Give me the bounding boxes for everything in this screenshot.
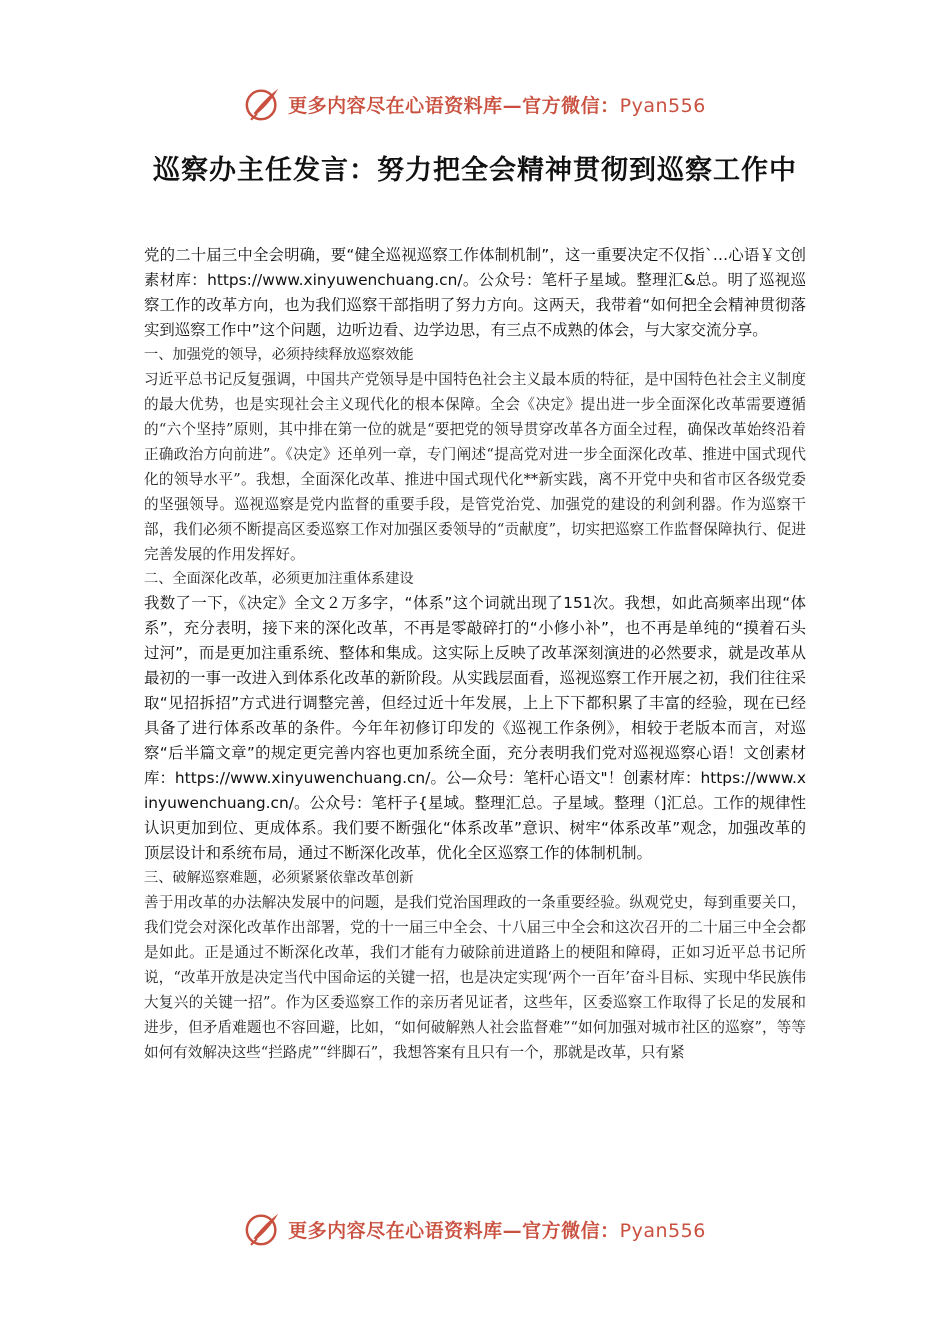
watermark-banner-bottom <box>0 1207 950 1251</box>
section-heading-2: 二、全面深化改革，必须更加注重体系建设 <box>144 571 414 587</box>
watermark-text <box>288 91 706 118</box>
watermark-handle: Pyan556 <box>619 1219 706 1242</box>
article-body <box>144 243 806 1188</box>
paragraph-section-3: 善于用改革的办法解决发展中的问题，是我们党治国理政的一条重要经验。纵观党史，每到重要关口，我们党会对深化改革作出部署，党的十一届三中全会、十八届三中全会和这次召开的二十届三中全会都是如此。正是通过不断深化改革，我们才能有力破除前进道路上的梗阻和障碍，正如习近平总书记所说，“改革开放是决定当代中国命运的关键一招，也是决定实现‘两个一百年’奋斗目标、实现中华民族伟大复兴的关键一招”。作为区委巡察工作的亲历者见证者，这些年，区委巡察工作取得了长足的发展和进步，但矛盾难题也不容回避，比如，“如何破解熟人社会监督难”“如何加强对城市社区的巡察”，等等如何有效解决这些“拦路虎”“绊脚石”，我想答案有且只有一个，那就是改革，只有紧 <box>144 894 806 1061</box>
section-heading-1: 一、加强党的领导，必须持续释放巡察效能 <box>144 347 414 363</box>
quill-logo-icon <box>244 85 282 123</box>
paragraph-intro: 党的二十届三中全会明确，要“健全巡视巡察工作体制机制”，这一重要决定不仅指`…心语￥文创素材库：https://www.xinyuwenchuang.cn/。公众号：笔杆子星域。整理汇&总。明了巡视巡察工作的改革方向，也为我们巡察干部指明了努力方向。这两天，我带着“如何把全会精神贯彻落实到巡察工作中”这个问题，边听边看、边学边思，有三点不成熟的体会，与大家交流分享。 <box>144 246 806 339</box>
watermark-label: 更多内容尽在心语资料库—官方微信： <box>288 1219 620 1242</box>
watermark-handle: Pyan556 <box>619 94 706 117</box>
watermark-label: 更多内容尽在心语资料库—官方微信： <box>288 94 620 117</box>
watermark-text <box>288 1216 706 1243</box>
quill-logo-icon <box>244 1210 282 1248</box>
section-heading-3: 三、破解巡察难题，必须紧紧依靠改革创新 <box>144 870 414 886</box>
page-title: 巡察办主任发言：努力把全会精神贯彻到巡察工作中 <box>153 155 797 186</box>
paragraph-section-2: 我数了一下，《决定》全文２万多字，“体系”这个词就出现了151次。我想，如此高频率出现“体系”，充分表明，接下来的深化改革，不再是零敲碎打的“小修小补”，也不再是单纯的“摸着石头过河”，而是更加注重系统、整体和集成。这实际上反映了改革深刻演进的必然要求，就是改革从最初的一事一改进入到体系化改革的新阶段。从实践层面看，巡视巡察工作开展之初，我们往往采取“见招拆招”方式进行调整完善，但经过近十年发展，上上下下都积累了丰富的经验，现在已经具备了进行体系改革的条件。今年年初修订印发的《巡视工作条例》，相较于老版本而言，对巡察“后半篇文章”的规定更完善内容也更加系统全面，充分表明我们党对巡视巡察心语！文创素材库：https://www.xinyuwenchuang.cn/。公—众号：笔杆心语文"！创素材库：https://www.xinyuwenchuang.cn/。公众号：笔杆子{星域。整理汇总。子星域。整理（]汇总。工作的规律性认识更加到位、更成体系。我们要不断强化“体系改革”意识、树牢“体系改革”观念，加强改革的顶层设计和系统布局，通过不断深化改革，优化全区巡察工作的体制机制。 <box>144 594 806 862</box>
watermark-banner-top <box>0 82 950 126</box>
paragraph-section-1: 习近平总书记反复强调，中国共产党领导是中国特色社会主义最本质的特征，是中国特色社会主义制度的最大优势，也是实现社会主义现代化的根本保障。全会《决定》提出进一步全面深化改革需要遵循的“六个坚持”原则，其中排在第一位的就是“要把党的领导贯穿改革各方面全过程，确保改革始终沿着正确政治方向前进”。《决定》还单列一章，专门阐述“提高党对进一步全面深化改革、推进中国式现代化的领导水平”。我想，全面深化改革、推进中国式现代化**新实践，离不开党中央和省市区各级党委的坚强领导。巡视巡察是党内监督的重要手段，是管党治党、加强党的建设的利剑利器。作为巡察干部，我们必须不断提高区委巡察工作对加强区委领导的“贡献度”，切实把巡察工作监督保障执行、促进完善发展的作用发挥好。 <box>144 371 806 563</box>
